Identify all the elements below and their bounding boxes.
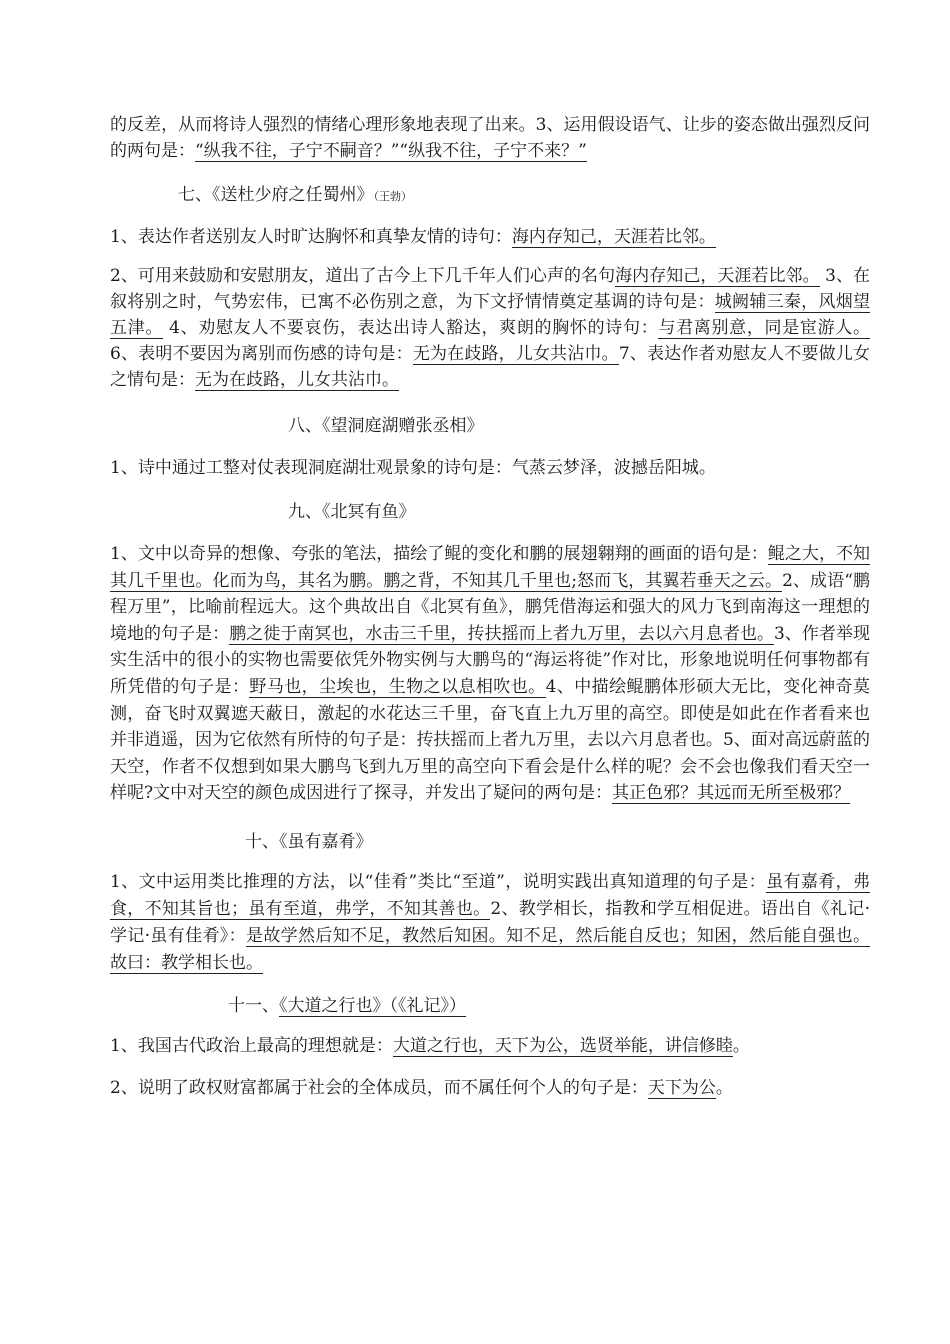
text: 7、表达作者劝慰友人不要做儿女之情句是： [110, 344, 870, 390]
text: 1、表达作者送别友人时旷达胸怀和真挚友情的诗句： [110, 227, 512, 247]
underlined-answer: 虽有嘉肴，弗食，不知其旨也；虽有至道，弗学，不知其善也。 [110, 871, 871, 919]
text: 1、我国古代政治上最高的理想就是： [110, 1035, 393, 1056]
underlined-answer: 城阙辅三秦，风烟望五津。 [110, 292, 871, 338]
question-paragraph [110, 263, 870, 393]
underlined-answer: 野马也，尘埃也，生物之以息相吹也。 [249, 676, 546, 697]
section-heading-11 [110, 993, 870, 1019]
text: 2、可用来鼓励和安慰朋友，道出了古今上下几千年人们心声的名句 [110, 266, 616, 286]
underlined-answer: 与君离别意，同是宦游人。 [658, 318, 871, 338]
document-page [110, 112, 870, 1101]
underlined-answer: 海内存知己，天涯若比邻。 [615, 266, 820, 286]
text: 2、成语“鹏程万里”，比喻前程远大。这个典故出自《北冥有鱼》，鹏凭借海运和强大的风力飞到南海这一理想的境地的句子是： [110, 570, 870, 644]
underlined-answer: 是故学然后知不足，教然后知困。知不足，然后能自反也；知困，然后能自强也。故曰：教学相长也。 [110, 925, 871, 973]
question-paragraph [110, 455, 870, 481]
question-paragraph [110, 224, 870, 250]
text: 1、文中运用类比推理的方法，以“佳肴”类比“至道”，说明实践出真知道理的句子是： [110, 871, 767, 892]
underlined-answer: 海内存知己，天涯若比邻。 [511, 227, 716, 247]
text: 2、说明了政权财富都属于社会的全体成员，而不属任何个人的句子是： [110, 1077, 648, 1098]
question-paragraph [110, 541, 870, 807]
section-title: 九、《北冥有鱼》 [288, 502, 416, 522]
text: 4、中描绘鲲鹏体形硕大无比，变化神奇莫测，奋飞时双翼遮天蔽日，激起的水花达三千里，奋飞直上九万里的高空。即使是如此在作者看来也并非逍遥，因为它依然有所恃的句子是：抟扶摇而上者九万里，去以六月息者也。5、面对高远蔚蓝的天空，作者不仅想到如果大鹏鸟飞到九万里的高空向下看会是什么样的呢？会不会也像我们看天空一样呢?文中对天空的颜色成因进行了探寻，并发出了疑问的两句是： [110, 676, 871, 804]
question-paragraph [110, 1033, 870, 1059]
section-title: 七、《送杜少府之任蜀州》 [178, 185, 374, 205]
text: 1、文中以奇异的想像、夸张的笔法，描绘了鲲的变化和鹏的展翅翱翔的画面的语句是： [110, 544, 768, 564]
underlined-answer: 无为在歧路，儿女共沾巾。 [412, 344, 619, 364]
underlined-answer: 大道之行也，天下为公，选贤举能，讲信修睦 [392, 1035, 733, 1056]
underlined-answer: 其正色邪？其远而无所至极邪？ [612, 783, 851, 804]
text: 。 [715, 1077, 733, 1098]
text: 。 [732, 1035, 750, 1056]
section-title-underlined: 《大道之行也》（《礼记》） [279, 995, 466, 1016]
underlined-answer: 鹏之徙于南冥也，水击三千里，抟扶摇而上者九万里，去以六月息者也。 [229, 623, 775, 644]
text: 6、表明不要因为离别而伤感的诗句是： [110, 344, 413, 364]
text: 的反差，从而将诗人强烈的情绪心理形象地表现了出来。3、运用假设语气、让步的姿态做出强烈反问的两句是： [110, 115, 870, 161]
section-author: （王勃） [373, 190, 412, 203]
text: 3、作者举现实生活中的很小的实物也需要依凭外物实例与大鹏鸟的“海运将徙”作对比，形象地说明任何事物都有所凭借的句子是： [110, 623, 870, 697]
section-heading-8 [110, 413, 870, 439]
section-heading-9 [110, 499, 870, 525]
question-paragraph [110, 869, 870, 977]
text: 4、劝慰友人不要哀伤，表达出诗人豁达，爽朗的胸怀的诗句： [163, 318, 659, 338]
underlined-answer: 无为在歧路，儿女共沾巾。 [195, 370, 399, 390]
underlined-answer: 天下为公 [647, 1077, 716, 1098]
section-heading-10 [110, 829, 870, 855]
underlined-answer: “纵我不往，子宁不嗣音？”“纵我不往，子宁不来？” [195, 141, 587, 161]
section-title: 八、《望洞庭湖赠张丞相》 [288, 416, 484, 436]
underlined-answer: 鲲之大，不知其几千里也。化而为鸟，其名为鹏。鹏之背，不知其几千里也;怒而飞，其翼若垂天之云。 [110, 544, 870, 591]
text: 1、诗中通过工整对仗表现洞庭湖壮观景象的诗句是：气蒸云梦泽，波撼岳阳城。 [110, 458, 716, 478]
text: 2、教学相长，指教和学互相促进。语出自《礼记·学记·虽有佳肴》： [110, 898, 871, 946]
section-heading-7 [110, 182, 870, 210]
section-title: 十一、 [228, 995, 279, 1016]
section-title: 十、《虽有嘉肴》 [245, 831, 373, 852]
paragraph-continuation [110, 112, 870, 164]
text: 3、在叙将别之时，气势宏伟，已寓不必伤别之意，为下文抒情情奠定基调的诗句是： [110, 266, 870, 312]
question-paragraph [110, 1075, 870, 1101]
